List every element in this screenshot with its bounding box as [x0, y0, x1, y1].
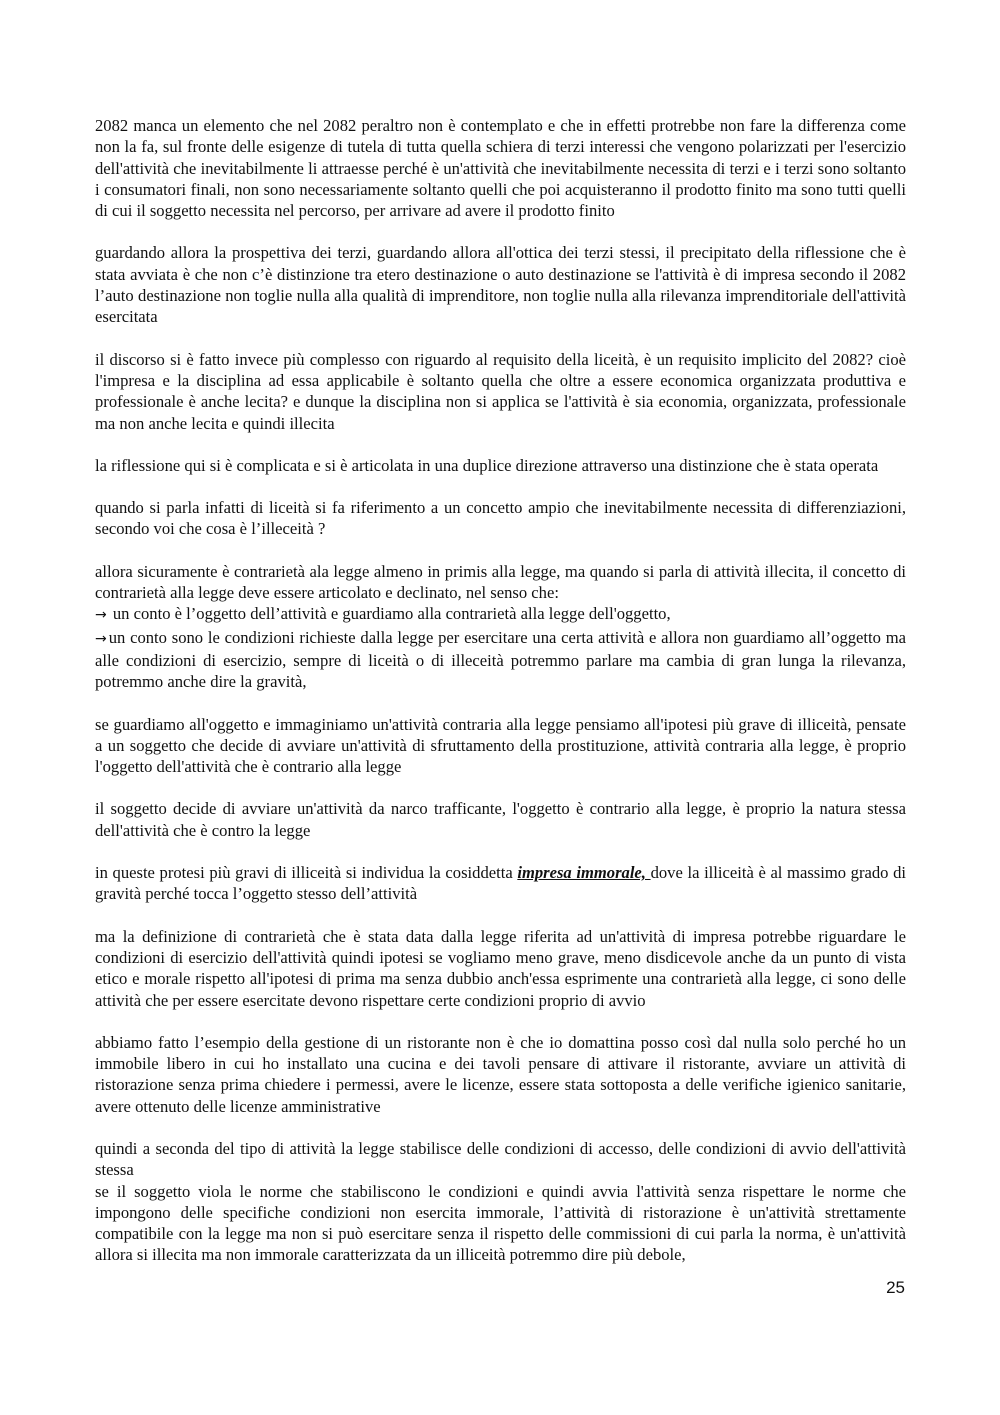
paragraph-7: se guardiamo all'oggetto e immaginiamo un'attività contraria alla legge pensiamo all'ipotesi più grave di illiceità, pensate a un soggetto che decide di avviare un'attività di sfruttamento della prostituzione, attività contraria alla legge, è proprio l'oggetto dell'attività che è contrario alla legge: [95, 714, 906, 777]
list-item-text: un conto è l’oggetto dell’attività e guardiamo alla contrarietà alla legge dell'oggetto,: [108, 604, 671, 624]
paragraph-6-intro: allora sicuramente è contrarietà ala legge almeno in primis alla legge, ma quando si parla di attività illecita, il concetto di contrarietà alla legge deve essere articolato e declinato, nel senso che:: [95, 561, 906, 603]
paragraph-1: 2082 manca un elemento che nel 2082 peraltro non è contemplato e che in effetti protrebbe non fare la differenza come non la fa, sul fronte delle esigenze di tutela di tutta quella schiera di terzi interessi che vengono polarizzati per l'esercizio dell'attività che inevitabilmente li attraesse perché è un'attività che inevitabilmente necessita di terzi e i terzi sono soltanto i consumatori finali, non sono necessariamente soltanto quelli che poi acquisteranno il prodotto finito ma sono tutti quelli di cui il soggetto necessita nel percorso, per arrivare ad avere il prodotto finito: [95, 116, 906, 221]
emphasized-term: impresa immorale,: [517, 863, 651, 883]
list-item: [95, 627, 906, 693]
paragraph-8: il soggetto decide di avviare un'attività da narco trafficante, l'oggetto è contrario alla legge, è proprio la natura stessa dell'attività che è contro la legge: [95, 799, 906, 840]
document-body: [95, 115, 906, 1266]
list-item: [95, 603, 906, 626]
paragraph-9-text-start: in queste protesi più gravi di illiceità si individua la cosiddetta: [95, 863, 518, 883]
paragraph-5: quando si parla infatti di liceità si fa riferimento a un concetto ampio che inevitabilmente necessita di differenziazioni, secondo voi che cosa è l’illeceità ?: [95, 498, 906, 539]
paragraph-10: ma la definizione di contrarietà che è stata data dalla legge riferita ad un'attività di impresa potrebbe riguardare le condizioni di esercizio dell'attività quindi ipotesi se vogliamo meno grave, meno disdicevole anche da un punto di vista etico e morale rispetto all'ipotesi di prima ma senza dubbio anch'essa esprimente una contrarietà alla legge, ci sono delle attività che per essere esercitate devono rispettare certe condizioni proprio di avvio: [95, 926, 906, 1010]
paragraph-3: il discorso si è fatto invece più complesso con riguardo al requisito della liceità, è un requisito implicito del 2082? cioè l'impresa e la disciplina ad essa applicabile è soltanto quella che oltre a essere economica organizzata produttiva e professionale è anche lecita? e dunque la disciplina non si applica se l'attività è sia economia, organizzata, professionale ma non anche lecita e quindi illecita: [95, 349, 906, 433]
arrow-right-icon: →: [95, 607, 107, 624]
list-item-text: un conto sono le condizioni richieste dalla legge per esercitare una certa attività e allora non guardiamo all’oggetto ma alle condizioni di esercizio, sempre di liceità o di illeceità potremmo parlare ma cambia di gran lunga la rilevanza, potremmo anche dire la gravità,: [95, 627, 906, 692]
paragraph-13: se il soggetto viola le norme che stabiliscono le condizioni e quindi avvia l'attività senza rispettare le norme che impongono delle specifiche condizioni non esercita immorale, l’attività di ristorazione è un'attività strettamente compatibile con la legge ma non si può esercitare senza il rispetto delle commissioni di cui parla la norma, è un'attività allora si illecita ma non immorale caratterizzata da un illiceità potremmo dire più debole,: [95, 1181, 906, 1265]
paragraph-11: abbiamo fatto l’esempio della gestione di un ristorante non è che io domattina posso così dal nulla solo perché ho un immobile libero in cui ho installato una cucina e dei tavoli pensare di attivare il ristorante, avviare un attività di ristorazione senza prima chiedere i permessi, avere le licenze, essere stata sottoposta a delle verifiche igienico sanitarie, avere ottenuto delle licenze amministrative: [95, 1032, 906, 1116]
paragraph-6: [95, 561, 906, 693]
page-number: 25: [886, 1278, 905, 1297]
paragraph-9: [95, 862, 906, 905]
paragraph-4: la riflessione qui si è complicata e si è articolata in una duplice direzione attraverso una distinzione che è stata operata: [95, 455, 879, 475]
arrow-right-icon: →: [95, 630, 107, 647]
paragraph-2: guardando allora la prospettiva dei terzi, guardando allora all'ottica dei terzi stessi, il precipitato della riflessione che è stata avviata è che non c’è distinzione tra etero destinazione o auto destinazione se l'attività è di impresa secondo il 2082 l’auto destinazione non toglie nulla alla qualità di imprenditore, non toglie nulla alla rilevanza imprenditoriale dell'attività esercitata: [95, 243, 906, 327]
paragraph-9-text-end: dove la illiceità è al massimo grado di gravità perché tocca l’oggetto stesso dell’attività: [95, 863, 906, 904]
paragraph-12: quindi a seconda del tipo di attività la legge stabilisce delle condizioni di accesso, delle condizioni di avvio dell'attività stessa: [95, 1138, 906, 1180]
